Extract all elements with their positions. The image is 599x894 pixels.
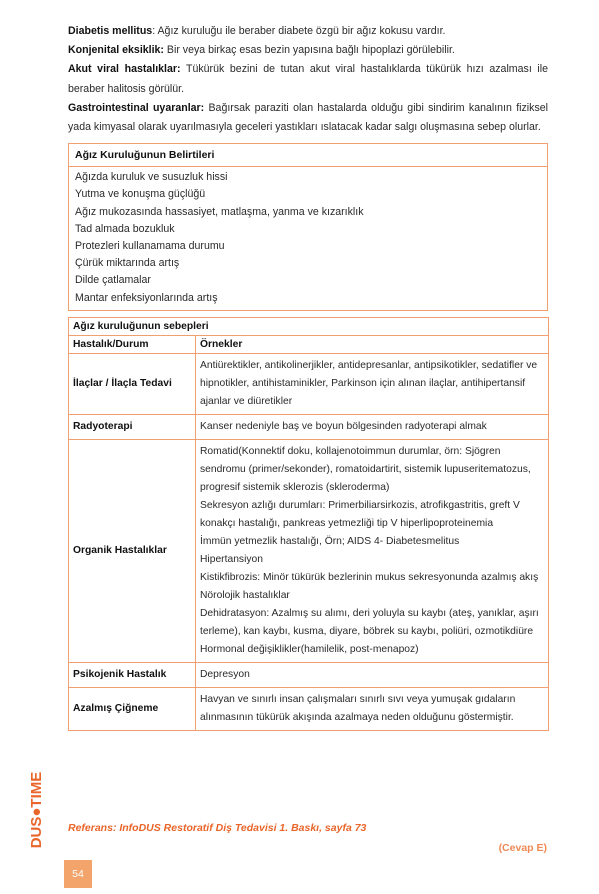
condition-cell: Psikojenik Hastalık <box>69 662 196 687</box>
page-number: 54 <box>64 860 92 888</box>
example-text: Kistikfibrozis: Minör tükürük bezlerinin mukus sekresyonunda azalmış akış <box>200 571 539 583</box>
example-text: İmmün yetmezlik hastalığı, Örn; AIDS 4- Diabetesmelitus <box>200 535 460 547</box>
condition-cell: Azalmış Çiğneme <box>69 687 196 730</box>
example-text: Nörolojik hastalıklar <box>200 589 290 601</box>
table-row <box>69 687 549 730</box>
term-label: Diabetis mellitus <box>68 25 153 37</box>
column-header: Hastalık/Durum <box>69 335 196 353</box>
column-header: Örnekler <box>196 335 549 353</box>
list-item: Dilde çatlamalar <box>75 274 151 287</box>
answer-text: (Cevap E) <box>498 842 547 854</box>
table-row <box>69 414 549 439</box>
condition-cell: Organik Hastalıklar <box>69 439 196 662</box>
examples-cell <box>196 662 549 687</box>
paragraph-viral <box>68 60 548 98</box>
example-text: Romatid(Konnektif doku, kollajenotoimmun durumlar, örn: Sjögren sendromu (primer/sekonder), romatoidartirit, sistemik lupuseritematozus, progresif sistemik sklerozis (skleroderma) <box>200 445 531 493</box>
examples-cell <box>196 414 549 439</box>
paragraph-text: : Ağız kuruluğu ile beraber diabete özgü bir ağız kokusu vardır. <box>152 25 446 37</box>
example-text: Hipertansiyon <box>200 553 263 565</box>
example-text: Kanser nedeniyle baş ve boyun bölgesinden radyoterapi almak <box>200 420 487 432</box>
example-text: Hormonal değişiklikler(hamilelik, post-menapoz) <box>200 643 419 655</box>
paragraph-gastro <box>68 99 548 137</box>
example-text: Havyan ve sınırlı insan çalışmaları sınırlı sıvı veya yumuşak gıdaların alınmasının tükürük akışında azalmaya neden olduğunu göstermiştir. <box>200 693 516 723</box>
term-label: Akut viral hastalıklar: <box>68 63 181 76</box>
list-item: Ağızda kuruluk ve susuzluk hissi <box>75 171 228 184</box>
list-item: Ağız mukozasında hassasiyet, matlaşma, yanma ve kızarıklık <box>75 205 364 218</box>
example-text: Sekresyon azlığı durumları: Primerbiliarsirkozis, atrofikgastritis, greft V konakçı hastalığı, pankreas yetmezliği tip V hiperlipoproteinemia <box>200 499 520 529</box>
dustime-logo <box>26 762 48 858</box>
symptoms-box <box>68 143 548 311</box>
symptoms-box-title: Ağız Kuruluğunun Belirtileri <box>69 144 547 167</box>
examples-cell <box>196 439 549 662</box>
list-item: Protezleri kullanamama durumu <box>75 240 225 253</box>
symptoms-list <box>69 167 547 310</box>
condition-cell: İlaçlar / İlaçla Tedavi <box>69 353 196 414</box>
list-item: Mantar enfeksiyonlarında artış <box>75 291 218 304</box>
examples-cell <box>196 687 549 730</box>
table-header-row <box>69 335 549 353</box>
paragraph-congenital <box>68 41 548 60</box>
term-label: Konjenital eksiklik: <box>68 44 164 57</box>
example-text: Dehidratasyon: Azalmış su alımı, deri yoluyla su kaybı (ateş, yanıklar, aşırı terleme), kan kaybı, kusma, diyare, böbrek su kaybı, poliüri, ozmotikdiüre <box>200 607 539 637</box>
reference-text: Referans: InfoDUS Restoratif Diş Tedavisi 1. Baskı, sayfa 73 <box>68 822 367 834</box>
table-row <box>69 662 549 687</box>
table-row <box>69 353 549 414</box>
condition-cell: Radyoterapi <box>69 414 196 439</box>
svg-text:DUS●TIME: DUS●TIME <box>27 771 45 849</box>
table-caption: Ağız kuruluğunun sebepleri <box>69 317 549 335</box>
example-text: Antiürektikler, antikolinerjikler, antidepresanlar, antipsikotikler, sedatifler ve hipnotikler, antihistaminikler, Parkinson için alınan ilaçlar, antihipertansif ajanlar ve diüretikler <box>200 359 538 407</box>
paragraph-text: Tükürük bezini de tutan akut viral hastalıklarda tükürük hızı azalması ile beraber halitosis görülür. <box>68 63 548 95</box>
page-content <box>68 22 548 731</box>
causes-table <box>68 317 549 731</box>
examples-cell <box>196 353 549 414</box>
paragraph-text: Bağırsak paraziti olan hastalarda olduğu gibi sindirim kanalının fiziksel yada kimyasal olarak uyarılmasıyla geceleri yastıkları ıslatacak kadar salgı oluşmasına sebep olurlar. <box>68 101 548 134</box>
paragraph-diabetes <box>68 22 548 41</box>
term-label: Gastrointestinal uyaranlar: <box>68 101 205 114</box>
table-row <box>69 439 549 662</box>
example-text: Depresyon <box>200 668 250 680</box>
list-item: Yutma ve konuşma güçlüğü <box>75 188 206 201</box>
paragraph-text: Bir veya birkaç esas bezin yapısına bağlı hipoplazi görülebilir. <box>163 44 455 57</box>
list-item: Tad almada bozukluk <box>75 222 175 235</box>
list-item: Çürük miktarında artış <box>75 257 180 270</box>
